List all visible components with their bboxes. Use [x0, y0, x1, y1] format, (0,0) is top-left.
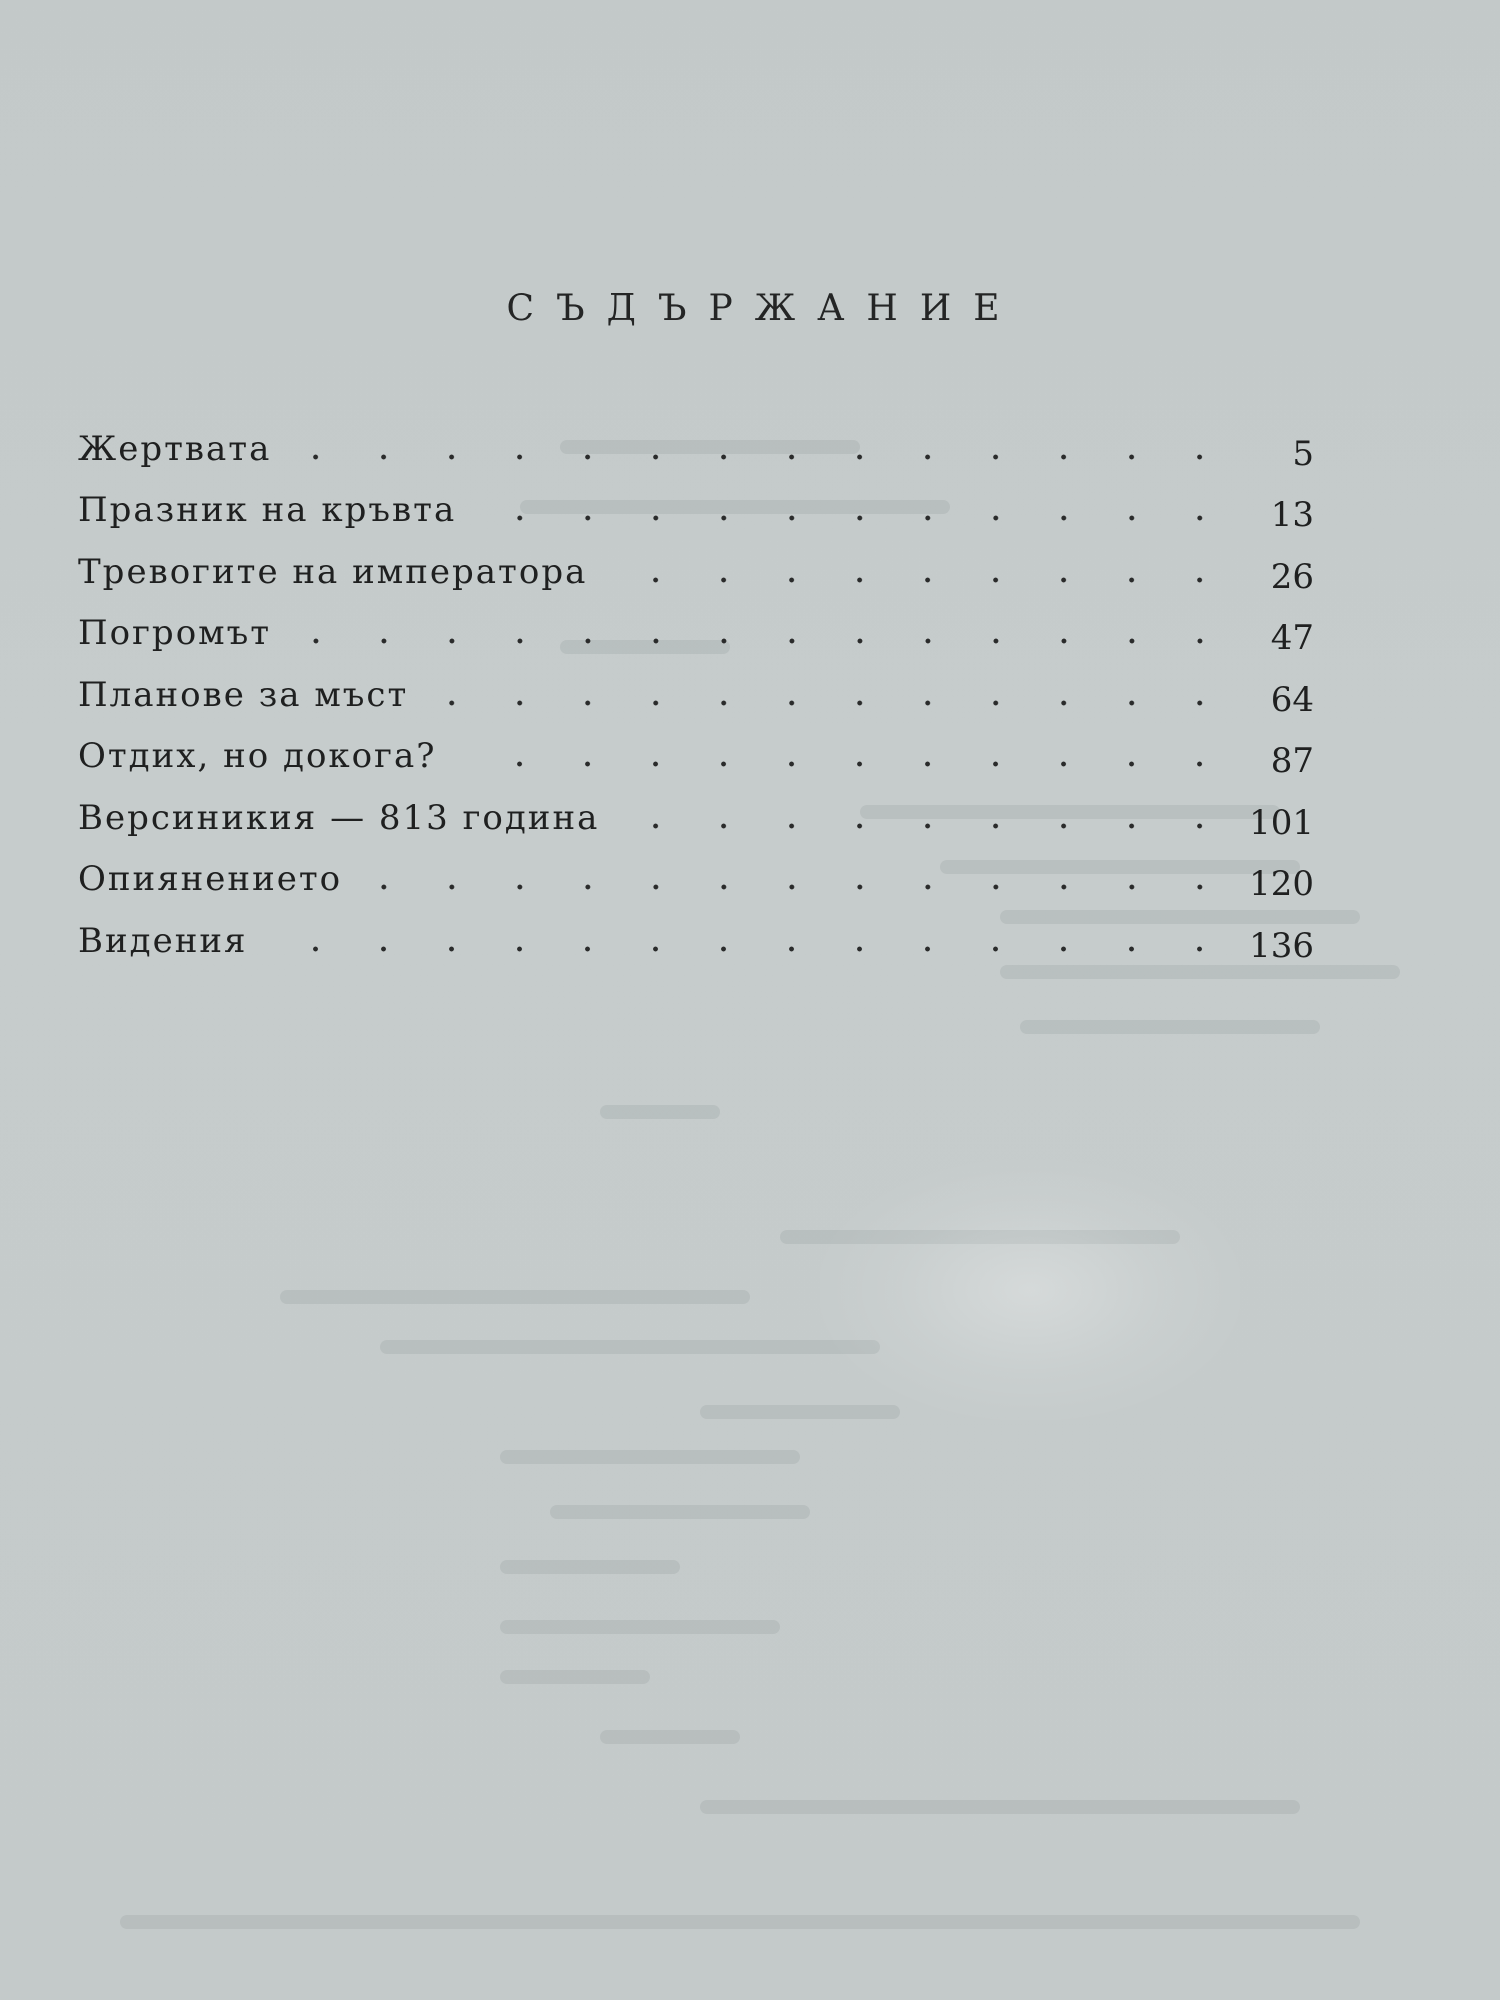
toc-entry — [78, 726, 1314, 788]
toc-entry-title: Погромът — [78, 613, 272, 654]
toc-entry-page: 136 — [1249, 925, 1314, 966]
toc-entry-page: 120 — [1249, 864, 1314, 905]
toc-entry-title: Опиянението — [78, 859, 343, 900]
dot-leader — [617, 575, 1234, 585]
dot-leader — [301, 452, 1234, 462]
toc-entry-title: Тревогите на императора — [78, 551, 588, 592]
toc-entry-title: Отдих, но докога? — [78, 736, 437, 777]
dot-leader — [486, 513, 1234, 523]
dot-leader — [301, 636, 1234, 646]
toc-entry — [78, 664, 1314, 726]
toc-entry — [78, 603, 1314, 665]
toc-entry-page: 47 — [1270, 618, 1314, 659]
toc-entry — [78, 787, 1314, 849]
toc-entry — [78, 849, 1314, 911]
toc-entry-page: 5 — [1292, 433, 1314, 474]
toc-entry — [78, 541, 1314, 603]
table-of-contents — [78, 418, 1314, 972]
toc-entry — [78, 910, 1314, 972]
toc-entry-page: 26 — [1270, 556, 1314, 597]
toc-entry-page: 101 — [1249, 802, 1314, 843]
light-glare — [820, 1160, 1240, 1420]
dot-leader — [629, 821, 1234, 831]
toc-entry-page: 64 — [1270, 679, 1314, 720]
toc-entry-title: Видения — [78, 920, 248, 961]
dot-leader — [277, 944, 1234, 954]
dot-leader — [438, 698, 1234, 708]
toc-entry-page: 13 — [1270, 495, 1314, 536]
toc-entry-title: Празник на кръвта — [78, 490, 457, 531]
toc-entry-title: Версиникия — 813 година — [78, 797, 600, 838]
toc-entry-page: 87 — [1270, 741, 1314, 782]
dot-leader — [466, 759, 1234, 769]
toc-entry — [78, 480, 1314, 542]
toc-entry — [78, 418, 1314, 480]
page-title: СЪДЪРЖАНИЕ — [506, 288, 1022, 329]
dot-leader — [372, 882, 1234, 892]
toc-entry-title: Жертвата — [78, 428, 272, 469]
toc-entry-title: Планове за мъст — [78, 674, 409, 715]
